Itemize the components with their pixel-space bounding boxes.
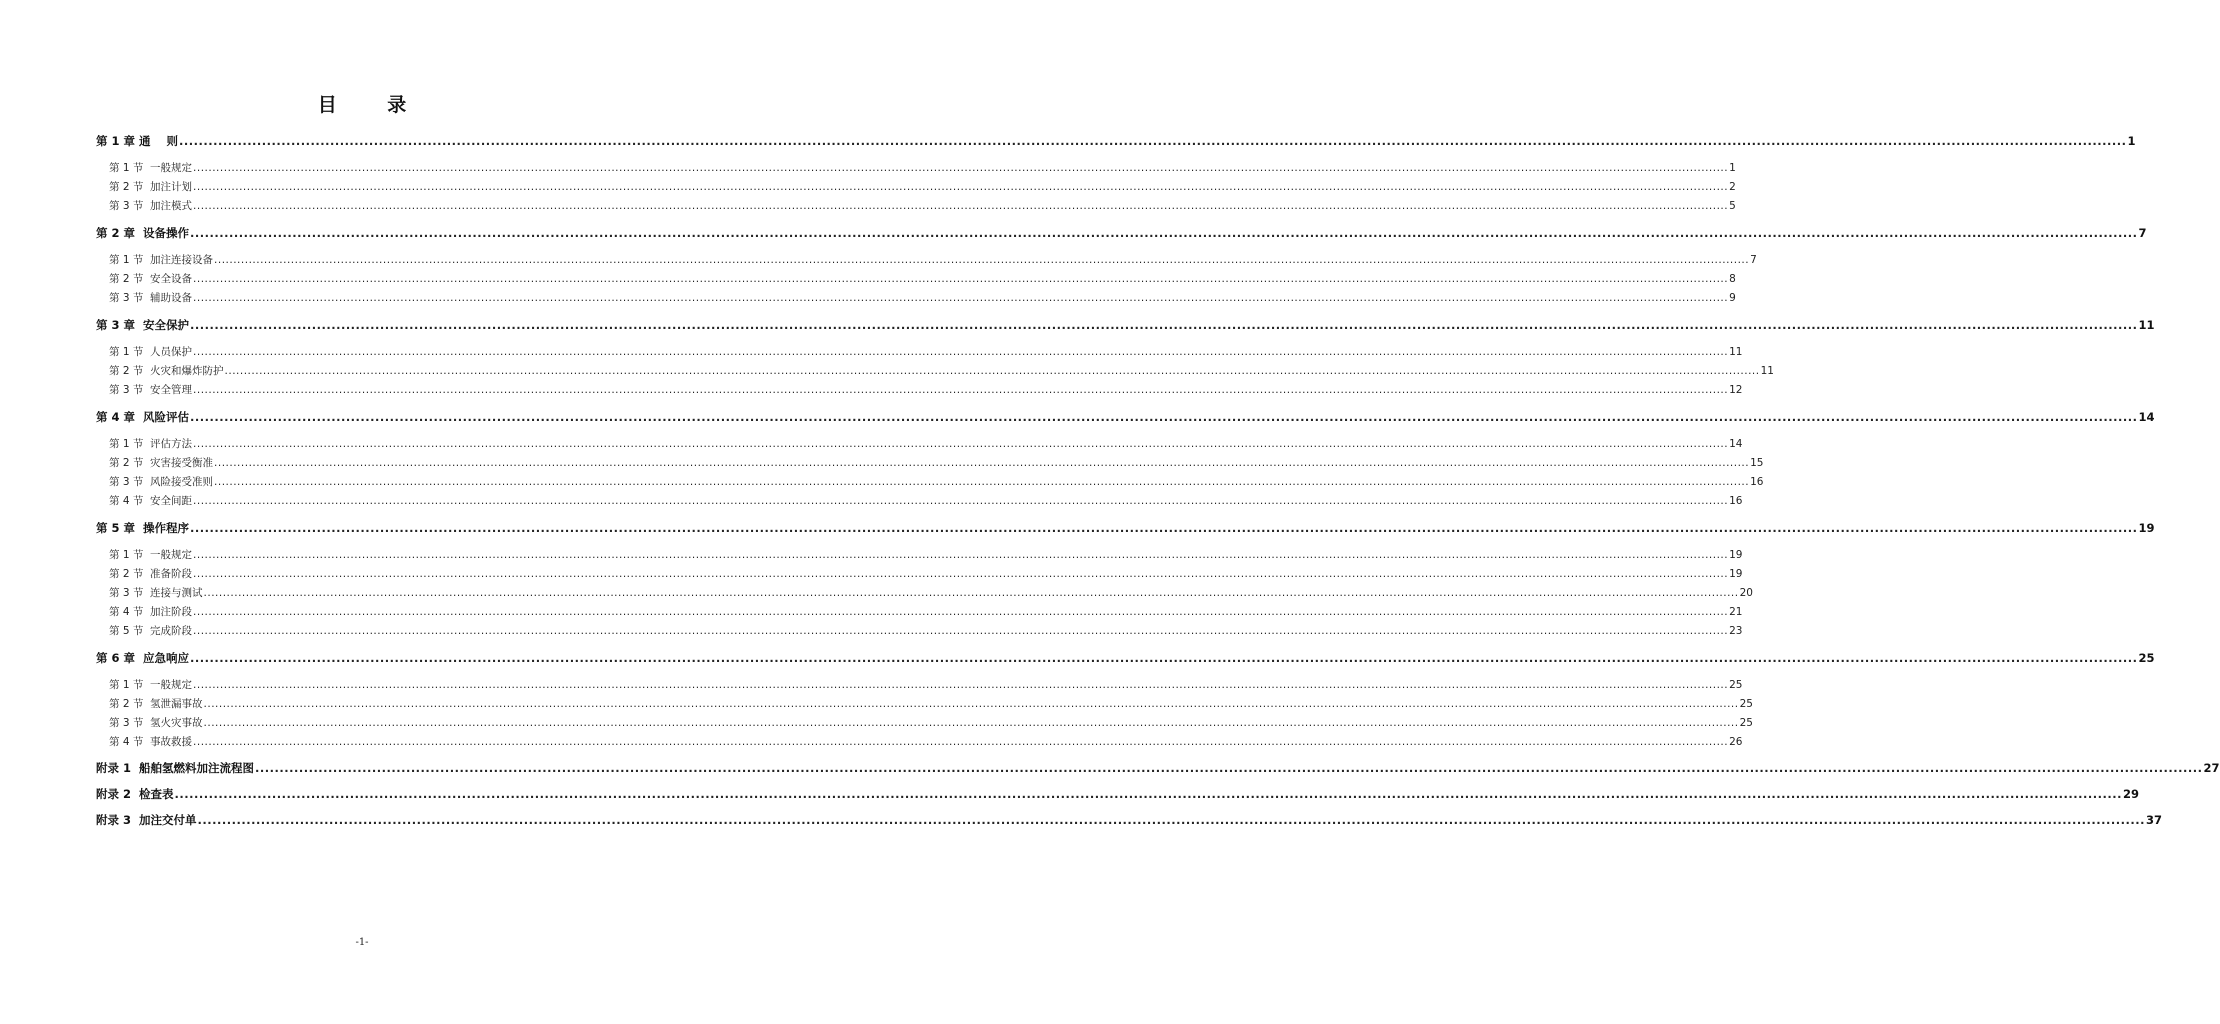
toc-entry-title: 第 4 节 加注阶段 bbox=[109, 606, 193, 618]
toc-entry-page: 14 bbox=[1729, 438, 1743, 450]
dot-leader: ................................................................................................................................................................................................................................................................................................................................................................................................................ bbox=[214, 457, 1750, 469]
toc-entry-title: 第 2 节 氢泄漏事故 bbox=[109, 698, 203, 710]
toc-entry-title: 第 5 章 操作程序 bbox=[96, 521, 190, 535]
dot-leader: ................................................................................................................................................................................................................................................................................................................................................................................................................ bbox=[214, 254, 1750, 266]
toc-section-entry[interactable] bbox=[96, 695, 1753, 714]
dot-leader: ................................................................................................................................................................................................................................................................................................................................................................................................................ bbox=[193, 292, 1729, 304]
toc-entry-title: 第 3 节 安全管理 bbox=[109, 384, 193, 396]
page-title: 目 录 bbox=[317, 94, 429, 116]
dot-leader: ................................................................................................................................................................................................................................................................................................................................................................................................................ bbox=[203, 587, 1739, 599]
toc-entry-page: 11 bbox=[2138, 318, 2155, 332]
toc-entry-title: 第 1 节 人员保护 bbox=[109, 346, 193, 358]
toc-section-entry[interactable] bbox=[96, 714, 1753, 733]
toc-entry-page: 19 bbox=[1729, 568, 1743, 580]
dot-leader: ................................................................................................................................................................................................................................................................................................................................................................................................................ bbox=[190, 521, 2138, 535]
toc-entry-title: 第 2 节 安全设备 bbox=[109, 273, 193, 285]
toc-entry-title: 第 1 节 加注连接设备 bbox=[109, 254, 214, 266]
toc-entry-page: 5 bbox=[1729, 200, 1736, 212]
toc-section-entry[interactable] bbox=[96, 603, 1743, 622]
toc-entry-page: 15 bbox=[1750, 457, 1764, 469]
toc-entry-page: 23 bbox=[1729, 625, 1743, 637]
toc-entry-page: 25 bbox=[1739, 717, 1753, 729]
toc-entry-page: 11 bbox=[1729, 346, 1743, 358]
dot-leader: ................................................................................................................................................................................................................................................................................................................................................................................................................ bbox=[214, 476, 1750, 488]
dot-leader: ................................................................................................................................................................................................................................................................................................................................................................................................................ bbox=[193, 346, 1729, 358]
dot-leader: ................................................................................................................................................................................................................................................................................................................................................................................................................ bbox=[193, 438, 1729, 450]
toc-entry-page: 26 bbox=[1729, 736, 1743, 748]
toc-chapter-entry[interactable] bbox=[96, 224, 2147, 243]
toc-entry-page: 1 bbox=[1729, 162, 1736, 174]
toc-entry-title: 第 4 节 事故救援 bbox=[109, 736, 193, 748]
toc-entry-title: 第 2 章 设备操作 bbox=[96, 226, 190, 240]
dot-leader: ................................................................................................................................................................................................................................................................................................................................................................................................................ bbox=[190, 651, 2138, 665]
toc-appendix-entry[interactable] bbox=[96, 759, 2220, 778]
toc-entry-title: 第 3 节 连接与测试 bbox=[109, 587, 203, 599]
toc-entry-title: 第 2 节 灾害接受衡准 bbox=[109, 457, 214, 469]
toc-section-entry[interactable] bbox=[96, 492, 1743, 511]
toc-entry-page: 16 bbox=[1729, 495, 1743, 507]
toc-entry-page: 25 bbox=[2138, 651, 2155, 665]
toc-section-entry[interactable] bbox=[96, 622, 1743, 641]
toc-section-entry[interactable] bbox=[96, 343, 1743, 362]
toc-entry-title: 第 1 节 评估方法 bbox=[109, 438, 193, 450]
toc-chapter-entry[interactable] bbox=[96, 132, 2136, 151]
toc-section-entry[interactable] bbox=[96, 197, 1736, 216]
toc-appendix-entry[interactable] bbox=[96, 785, 2139, 804]
toc-entry-page: 16 bbox=[1750, 476, 1764, 488]
toc-entry-page: 19 bbox=[2138, 521, 2155, 535]
toc-entry-page: 29 bbox=[2122, 787, 2139, 801]
dot-leader: ................................................................................................................................................................................................................................................................................................................................................................................................................ bbox=[255, 761, 2203, 775]
table-of-contents bbox=[96, 132, 2220, 830]
toc-entry-title: 第 2 节 加注计划 bbox=[109, 181, 193, 193]
toc-section-entry[interactable] bbox=[96, 676, 1743, 695]
toc-section-entry[interactable] bbox=[96, 473, 1764, 492]
dot-leader: ................................................................................................................................................................................................................................................................................................................................................................................................................ bbox=[193, 200, 1729, 212]
toc-entry-page: 8 bbox=[1729, 273, 1736, 285]
toc-section-entry[interactable] bbox=[96, 454, 1764, 473]
toc-section-entry[interactable] bbox=[96, 270, 1736, 289]
toc-entry-title: 第 3 节 氢火灾事故 bbox=[109, 717, 203, 729]
toc-entry-title: 附录 3 加注交付单 bbox=[96, 813, 197, 827]
toc-entry-page: 20 bbox=[1739, 587, 1753, 599]
toc-section-entry[interactable] bbox=[96, 159, 1736, 178]
dot-leader: ................................................................................................................................................................................................................................................................................................................................................................................................................ bbox=[190, 410, 2138, 424]
toc-entry-title: 第 1 章 通 则 bbox=[96, 134, 179, 148]
toc-entry-title: 第 3 节 风险接受准则 bbox=[109, 476, 214, 488]
toc-entry-page: 2 bbox=[1729, 181, 1736, 193]
dot-leader: ................................................................................................................................................................................................................................................................................................................................................................................................................ bbox=[197, 813, 2145, 827]
dot-leader: ................................................................................................................................................................................................................................................................................................................................................................................................................ bbox=[193, 495, 1729, 507]
dot-leader: ................................................................................................................................................................................................................................................................................................................................................................................................................ bbox=[193, 273, 1729, 285]
dot-leader: ................................................................................................................................................................................................................................................................................................................................................................................................................ bbox=[190, 318, 2138, 332]
toc-entry-page: 11 bbox=[1760, 365, 1774, 377]
dot-leader: ................................................................................................................................................................................................................................................................................................................................................................................................................ bbox=[203, 698, 1739, 710]
toc-section-entry[interactable] bbox=[96, 362, 1774, 381]
toc-entry-title: 第 3 节 辅助设备 bbox=[109, 292, 193, 304]
toc-chapter-entry[interactable] bbox=[96, 316, 2155, 335]
toc-entry-page: 21 bbox=[1729, 606, 1743, 618]
toc-entry-title: 第 6 章 应急响应 bbox=[96, 651, 190, 665]
toc-section-entry[interactable] bbox=[96, 733, 1743, 752]
toc-chapter-entry[interactable] bbox=[96, 519, 2155, 538]
toc-entry-page: 7 bbox=[2138, 226, 2147, 240]
dot-leader: ................................................................................................................................................................................................................................................................................................................................................................................................................ bbox=[193, 181, 1729, 193]
dot-leader: ................................................................................................................................................................................................................................................................................................................................................................................................................ bbox=[193, 162, 1729, 174]
page-number: -1- bbox=[355, 937, 369, 948]
toc-section-entry[interactable] bbox=[96, 251, 1757, 270]
toc-entry-title: 第 4 节 安全间距 bbox=[109, 495, 193, 507]
toc-section-entry[interactable] bbox=[96, 565, 1743, 584]
toc-chapter-entry[interactable] bbox=[96, 408, 2155, 427]
toc-entry-title: 第 1 节 一般规定 bbox=[109, 162, 193, 174]
dot-leader: ................................................................................................................................................................................................................................................................................................................................................................................................................ bbox=[174, 787, 2122, 801]
dot-leader: ................................................................................................................................................................................................................................................................................................................................................................................................................ bbox=[193, 679, 1729, 691]
dot-leader: ................................................................................................................................................................................................................................................................................................................................................................................................................ bbox=[193, 736, 1729, 748]
toc-appendix-entry[interactable] bbox=[96, 811, 2162, 830]
toc-section-entry[interactable] bbox=[96, 546, 1743, 565]
dot-leader: ................................................................................................................................................................................................................................................................................................................................................................................................................ bbox=[193, 625, 1729, 637]
dot-leader: ................................................................................................................................................................................................................................................................................................................................................................................................................ bbox=[190, 226, 2138, 240]
dot-leader: ................................................................................................................................................................................................................................................................................................................................................................................................................ bbox=[203, 717, 1739, 729]
toc-section-entry[interactable] bbox=[96, 178, 1736, 197]
toc-entry-title: 第 3 节 加注模式 bbox=[109, 200, 193, 212]
toc-entry-title: 第 2 节 火灾和爆炸防护 bbox=[109, 365, 224, 377]
toc-entry-page: 7 bbox=[1750, 254, 1757, 266]
toc-entry-page: 1 bbox=[2127, 134, 2136, 148]
toc-entry-page: 27 bbox=[2203, 761, 2220, 775]
toc-entry-title: 第 3 章 安全保护 bbox=[96, 318, 190, 332]
toc-entry-title: 附录 2 检查表 bbox=[96, 787, 174, 801]
toc-entry-title: 第 2 节 准备阶段 bbox=[109, 568, 193, 580]
toc-entry-title: 第 1 节 一般规定 bbox=[109, 679, 193, 691]
toc-chapter-entry[interactable] bbox=[96, 649, 2155, 668]
dot-leader: ................................................................................................................................................................................................................................................................................................................................................................................................................ bbox=[224, 365, 1760, 377]
toc-entry-page: 25 bbox=[1729, 679, 1743, 691]
toc-section-entry[interactable] bbox=[96, 435, 1743, 454]
toc-section-entry[interactable] bbox=[96, 381, 1743, 400]
dot-leader: ................................................................................................................................................................................................................................................................................................................................................................................................................ bbox=[193, 384, 1729, 396]
toc-entry-page: 25 bbox=[1739, 698, 1753, 710]
toc-entry-title: 第 1 节 一般规定 bbox=[109, 549, 193, 561]
toc-entry-title: 附录 1 船舶氢燃料加注流程图 bbox=[96, 761, 255, 775]
dot-leader: ................................................................................................................................................................................................................................................................................................................................................................................................................ bbox=[193, 606, 1729, 618]
dot-leader: ................................................................................................................................................................................................................................................................................................................................................................................................................ bbox=[193, 568, 1729, 580]
toc-section-entry[interactable] bbox=[96, 584, 1753, 603]
toc-entry-title: 第 4 章 风险评估 bbox=[96, 410, 190, 424]
toc-entry-page: 19 bbox=[1729, 549, 1743, 561]
dot-leader: ................................................................................................................................................................................................................................................................................................................................................................................................................ bbox=[193, 549, 1729, 561]
toc-section-entry[interactable] bbox=[96, 289, 1736, 308]
toc-entry-title: 第 5 节 完成阶段 bbox=[109, 625, 193, 637]
dot-leader: ................................................................................................................................................................................................................................................................................................................................................................................................................ bbox=[179, 134, 2127, 148]
toc-entry-page: 12 bbox=[1729, 384, 1743, 396]
toc-entry-page: 37 bbox=[2145, 813, 2162, 827]
toc-entry-page: 14 bbox=[2138, 410, 2155, 424]
toc-entry-page: 9 bbox=[1729, 292, 1736, 304]
